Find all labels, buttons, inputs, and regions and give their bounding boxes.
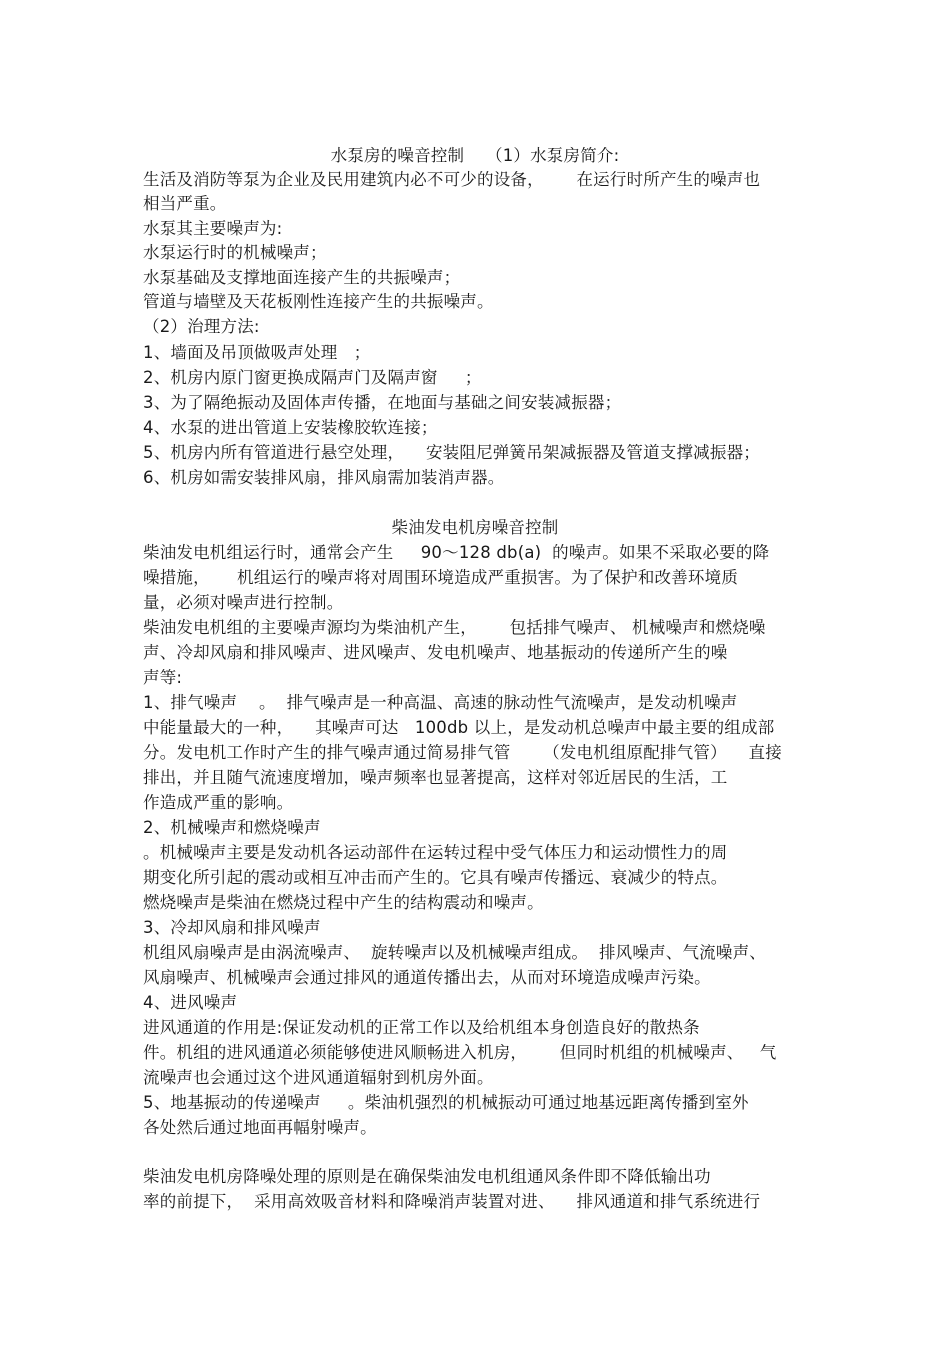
text-line: 生活及消防等泵为企业及民用建筑内必不可少的设备， 在运行时所产生的噪声也 [143,170,761,189]
text-line: 管道与墙壁及天花板刚性连接产生的共振噪声。 [143,292,494,311]
section-heading-generator-room: 柴油发电机房噪音控制 [391,518,559,537]
text-line: 排出，并且随气流速度增加，噪声频率也显著提高，这样对邻近居民的生活，工 [143,768,728,787]
text-line: 风扇噪声、机械噪声会通过排风的通道传播出去，从而对环境造成噪声污染。 [143,968,711,987]
text-line: 燃烧噪声是柴油在燃烧过程中产生的结构震动和噪声。 [143,893,544,912]
text-line: 期变化所引起的震动或相互冲击而产生的。它具有噪声传播远、衰减少的特点。 [143,868,728,887]
text-line: 各处然后通过地面再幅射噪声。 [143,1118,377,1137]
text-line: 1、排气噪声 。 排气噪声是一种高温、高速的脉动性气流噪声，是发动机噪声 [143,693,738,712]
text-line: 4、进风噪声 [143,993,238,1012]
text-line: 2、机械噪声和燃烧噪声 [143,818,321,837]
list-item: 3、为了隔绝振动及固体声传播，在地面与基础之间安装减振器； [143,393,622,412]
text-line: 机组风扇噪声是由涡流噪声、 旋转噪声以及机械噪声组成。 排风噪声、气流噪声、 [143,943,766,962]
text-line: 3、冷却风扇和排风噪声 [143,918,321,937]
text-line: （2）治理方法: [143,317,260,336]
list-item: 1、墙面及吊顶做吸声处理 ； [143,343,371,362]
text-line: 量，必须对噪声进行控制。 [143,593,344,612]
text-line: 作造成严重的影响。 [143,793,294,812]
text-line: 水泵运行时的机械噪声； [143,243,327,262]
list-item: 2、机房内原门窗更换成隔声门及隔声窗 ； [143,368,482,387]
text-line: 。机械噪声主要是发动机各运动部件在运转过程中受气体压力和运动惯性力的周 [143,843,728,862]
text-line: 5、地基振动的传递噪声 。柴油机强烈的机械振动可通过地基远距离传播到室外 [143,1093,749,1112]
text-line: 柴油发电机组的主要噪声源均为柴油机产生， 包括排气噪声、 机械噪声和燃烧噪 [143,618,766,637]
text-line: 水泵其主要噪声为: [143,219,283,238]
list-item: 4、水泵的进出管道上安装橡胶软连接； [143,418,438,437]
text-line: 柴油发电机组运行时，通常会产生 90～128 db(a) 的噪声。如果不采取必要的降 [143,543,770,562]
text-line: 噪措施， 机组运行的噪声将对周围环境造成严重损害。为了保护和改善环境质 [143,568,739,587]
text-line: 流噪声也会通过这个进风通道辐射到机房外面。 [143,1068,494,1087]
text-line: 声等: [143,668,183,687]
section-heading-pump-room: 水泵房的噪音控制 （1）水泵房简介: [330,146,620,165]
text-line: 柴油发电机房降噪处理的原则是在确保柴油发电机组通风条件即不降低输出功 [143,1167,711,1186]
text-line: 中能量最大的一种， 其噪声可达 100db 以上，是发动机总噪声中最主要的组成部 [143,718,775,737]
text-line: 件。机组的进风通道必须能够使进风顺畅进入机房， 但同时机组的机械噪声、 气 [143,1043,777,1062]
text-line: 分。发电机工作时产生的排气噪声通过简易排气管 （发电机组原配排气管） 直接 [143,743,782,762]
text-line: 相当严重。 [143,194,227,213]
list-item: 6、机房如需安装排风扇，排风扇需加装消声器。 [143,468,505,487]
text-line: 进风通道的作用是:保证发动机的正常工作以及给机组本身创造良好的散热条 [143,1018,700,1037]
list-item: 5、机房内所有管道进行悬空处理， 安装阻尼弹簧吊架减振器及管道支撑减振器； [143,443,760,462]
text-line: 率的前提下， 采用高效吸音材料和降噪消声装置对进、 排风通道和排气系统进行 [143,1192,761,1211]
text-line: 声、冷却风扇和排风噪声、进风噪声、发电机噪声、地基振动的传递所产生的噪 [143,643,728,662]
text-line: 水泵基础及支撑地面连接产生的共振噪声； [143,268,461,287]
